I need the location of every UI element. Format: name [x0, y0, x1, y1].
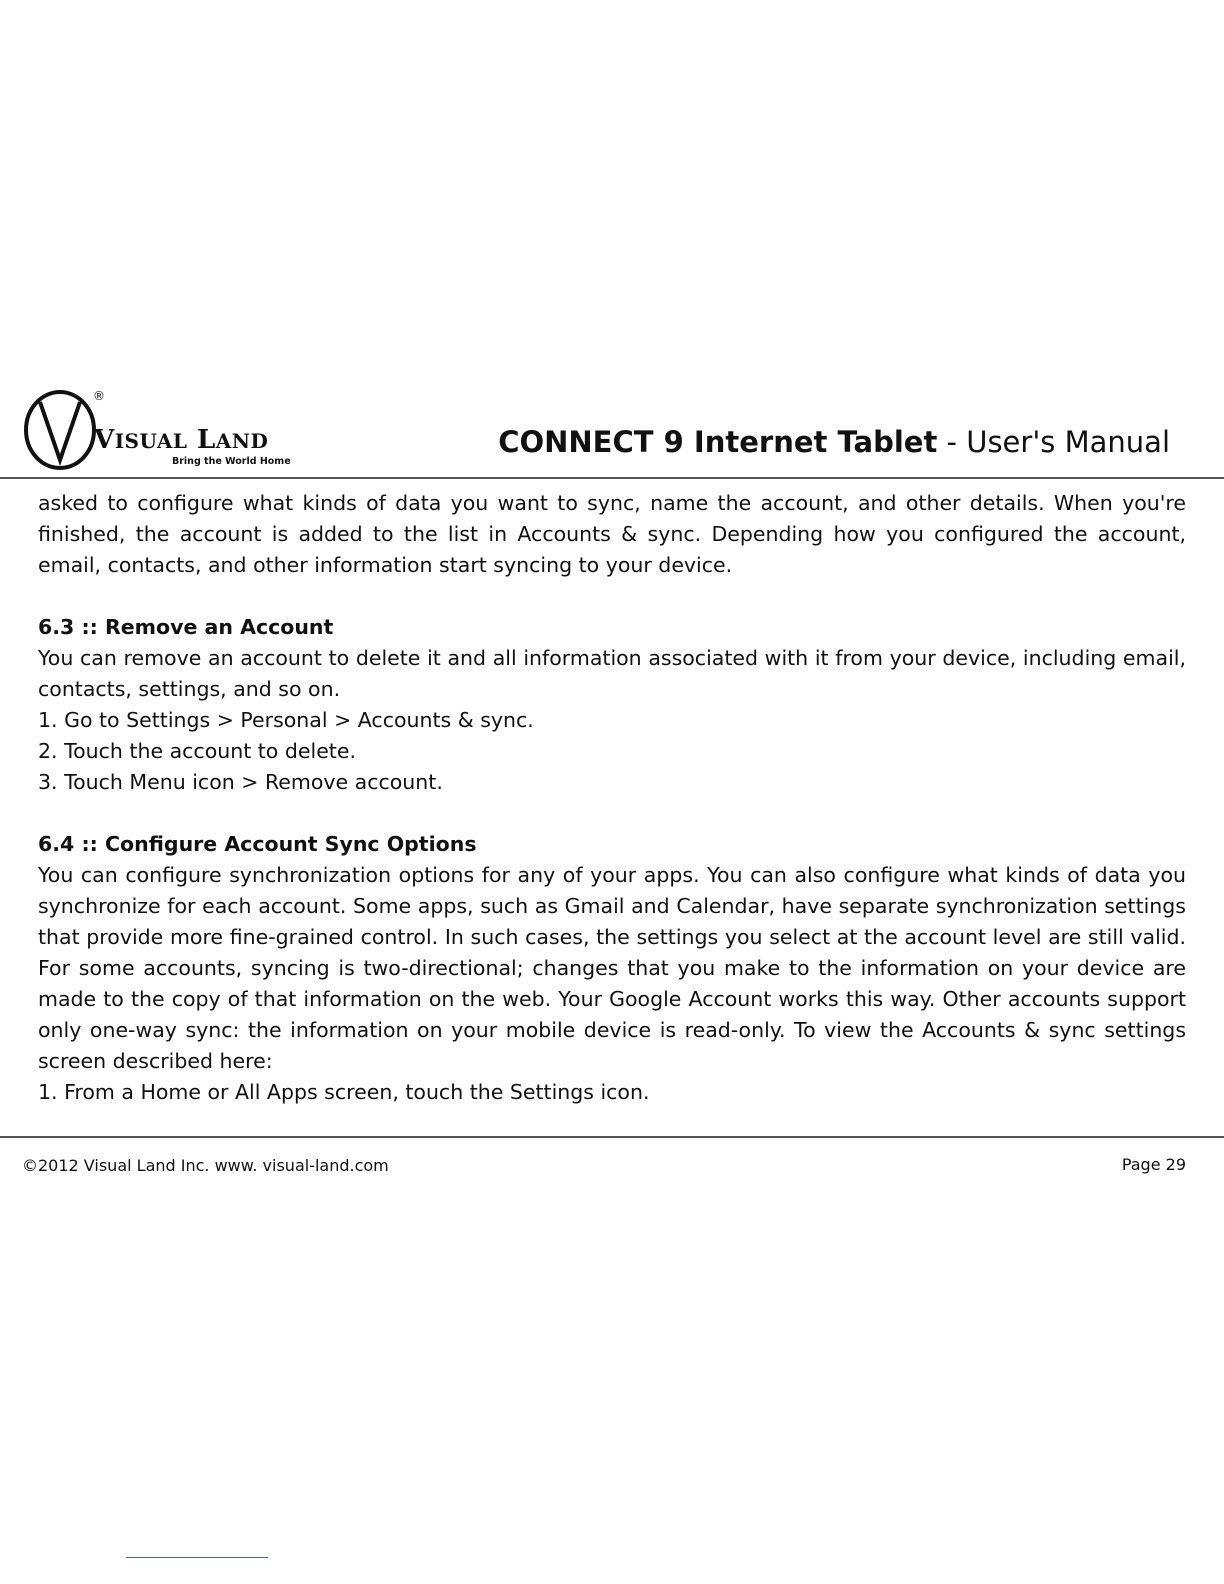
intro-paragraph: asked to configure what kinds of data you want to sync, name the account, and other details. When you're finished, the account is added to the list in Accounts & sync. Depending how you configured the account, email, contacts, and other information start syncing to your device. — [38, 491, 1186, 577]
manual-subtitle: User's Manual — [966, 425, 1170, 459]
stray-underline — [126, 1557, 268, 1558]
footer-divider — [0, 1136, 1224, 1138]
section-heading-remove-account: 6.3 :: Remove an Account — [38, 615, 334, 639]
brand-name: VISUAL LAND — [94, 425, 269, 455]
product-name: CONNECT 9 Internet Tablet — [498, 425, 938, 459]
header-divider — [0, 477, 1224, 479]
section-text-remove-account: You can remove an account to delete it and all information associated with it from your device, including email, contacts, settings, and so on. — [38, 646, 1186, 701]
manual-title: CONNECT 9 Internet Tablet - User's Manual — [498, 425, 1170, 459]
page-number: Page 29 — [1121, 1155, 1186, 1174]
list-item: 2. Touch the account to delete. — [38, 739, 356, 763]
brand-tagline: Bring the World Home — [172, 456, 291, 467]
list-item: 1. Go to Settings > Personal > Accounts & sync. — [38, 708, 534, 732]
list-item: 3. Touch Menu icon > Remove account. — [38, 770, 443, 794]
section-heading-sync-options: 6.4 :: Configure Account Sync Options — [38, 832, 477, 856]
page-content — [38, 488, 1186, 1108]
registered-mark: ® — [93, 389, 105, 403]
list-item: 1. From a Home or All Apps screen, touch the Settings icon. — [38, 1080, 650, 1104]
footer-copyright: ©2012 Visual Land Inc. www. visual-land.com — [22, 1156, 389, 1175]
section-text-sync-options: You can configure synchronization options for any of your apps. You can also configure what kinds of data you synchronize for each account. Some apps, such as Gmail and Calendar, have separate synchronization settings that provide more fine-grained control. In such cases, the settings you select at the account level are still valid. For some accounts, syncing is two-directional; changes that you make to the information on your device are made to the copy of that information on the web. Your Google Account works this way. Other accounts support only one-way sync: the information on your mobile device is read-only. To view the Accounts & sync settings screen described here: — [38, 863, 1186, 1073]
